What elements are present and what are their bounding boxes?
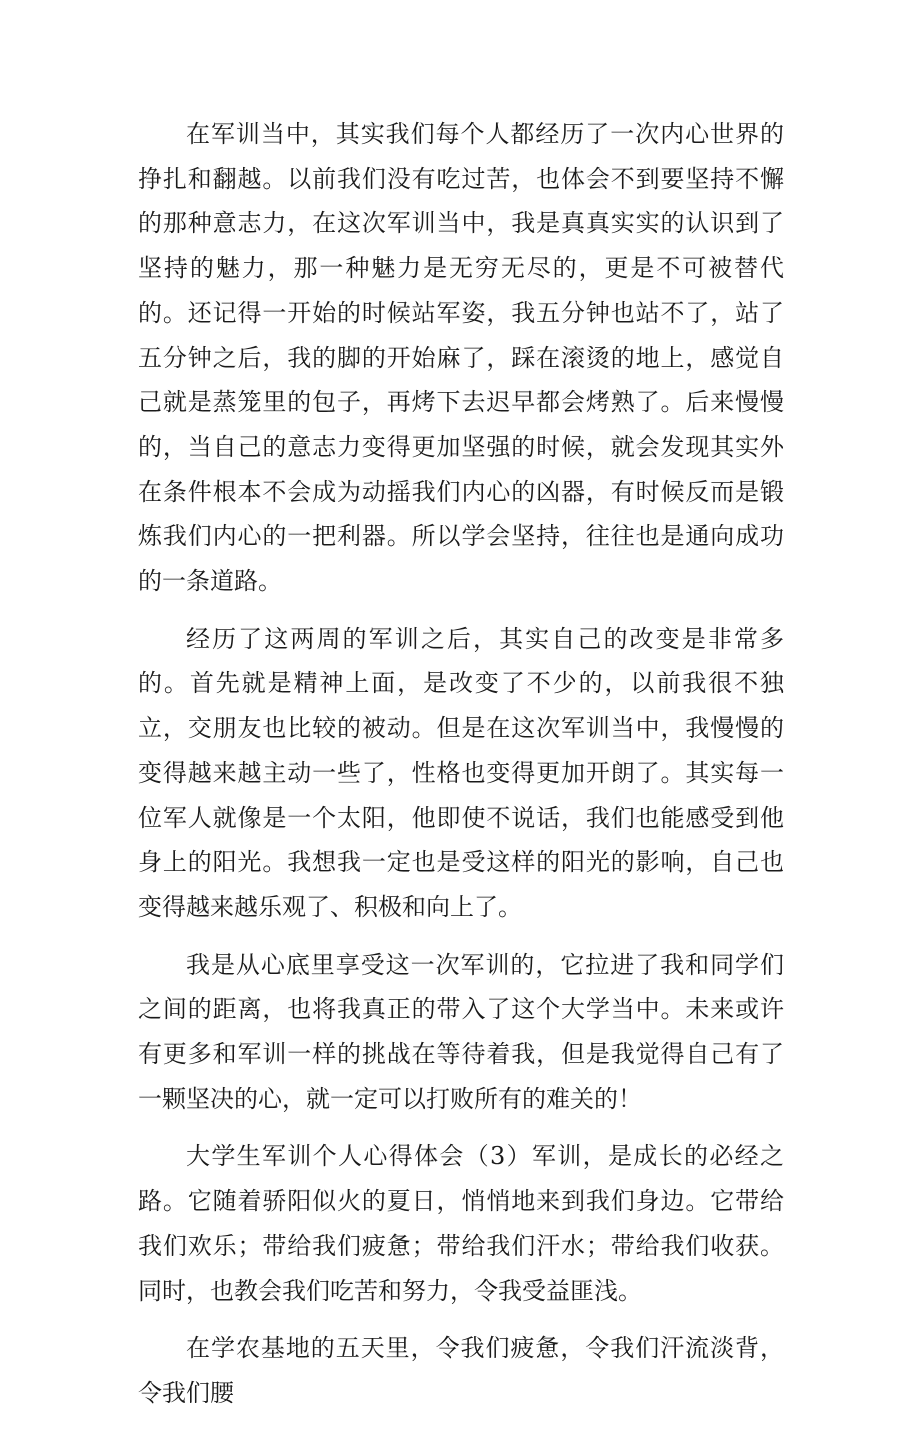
paragraph-3: 我是从心底里享受这一次军训的，它拉进了我和同学们之间的距离，也将我真正的带入了这个大学当中。未来或许有更多和军训一样的挑战在等待着我，但是我觉得自己有了一颗坚决的心，就一定可以打败所有的难关的！ <box>138 950 784 1113</box>
paragraph-1: 在军训当中，其实我们每个人都经历了一次内心世界的挣扎和翻越。以前我们没有吃过苦，也体会不到要坚持不懈的那种意志力，在这次军训当中，我是真真实实的认识到了坚持的魅力，那一种魅力是无穷无尽的，更是不可被替代的。还记得一开始的时候站军姿，我五分钟也站不了，站了五分钟之后，我的脚的开始麻了，踩在滚烫的地上，感觉自己就是蒸笼里的包子，再烤下去迟早都会烤熟了。后来慢慢的，当自己的意志力变得更加坚强的时候，就会发现其实外在条件根本不会成为动摇我们内心的凶器，有时候反而是锻炼我们内心的一把利器。所以学会坚持，往往也是通向成功的一条道路。 <box>138 120 784 596</box>
paragraph-5: 在学农基地的五天里，令我们疲惫，令我们汗流淡背，令我们腰 <box>138 1334 784 1407</box>
paragraph-2: 经历了这两周的军训之后，其实自己的改变是非常多的。首先就是精神上面，是改变了不少的，以前我很不独立，交朋友也比较的被动。但是在这次军训当中，我慢慢的变得越来越主动一些了，性格也变得更加开朗了。其实每一位军人就像是一个太阳，他即使不说话，我们也能感受到他身上的阳光。我想我一定也是受这样的阳光的影响，自己也变得越来越乐观了、积极和向上了。 <box>138 624 784 921</box>
paragraph-4: 大学生军训个人心得体会（3）军训，是成长的必经之路。它随着骄阳似火的夏日，悄悄地来到我们身边。它带给我们欢乐；带给我们疲惫；带给我们汗水；带给我们收获。同时，也教会我们吃苦和努力，令我受益匪浅。 <box>138 1142 784 1305</box>
document-body <box>138 112 784 1429</box>
